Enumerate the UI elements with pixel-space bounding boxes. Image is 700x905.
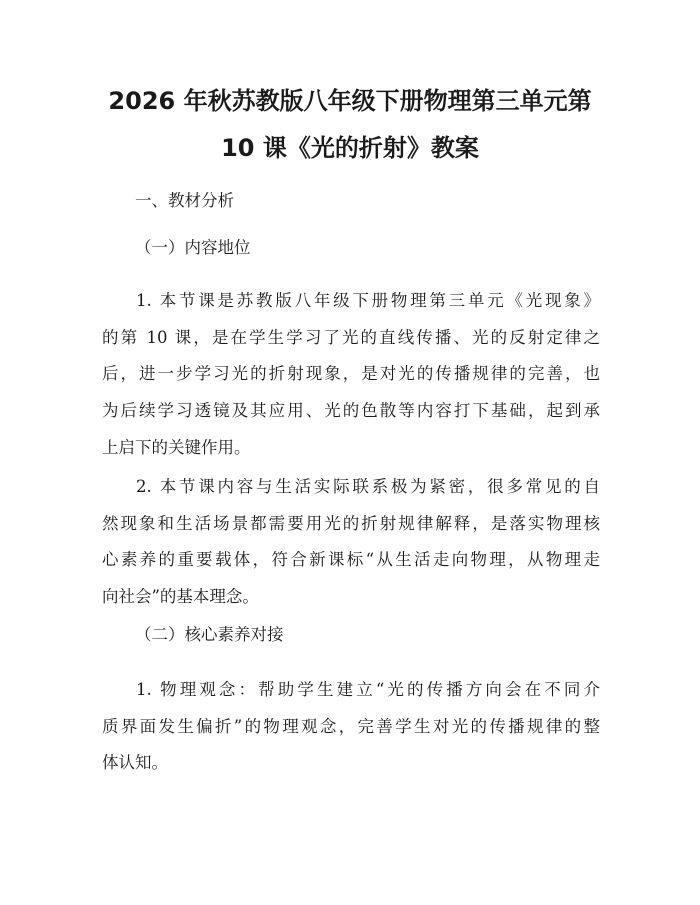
paragraph-line: 体认知。 [102,753,168,773]
paragraph-line: 的第 10 课，是在学生学习了光的直线传播、光的反射定律之 [102,327,600,347]
paragraph-content-position-1 [102,283,600,467]
paragraph-line: 上启下的关键作用。 [102,437,251,457]
section-heading-textbook-analysis: 一、教材分析 [135,191,234,210]
paragraph-line: 向社会”的基本理念。 [102,587,259,607]
paragraph-line: 后，进一步学习光的折射现象，是对光的传播规律的完善，也 [102,364,600,384]
paragraph-line: 2. 本节课内容与生活实际联系极为紧密，很多常见的自 [136,477,600,496]
paragraph-line: 心素养的重要载体，符合新课标“从生活走向物理，从物理走 [102,550,600,570]
paragraph-line: 为后续学习透镜及其应用、光的色散等内容打下基础，起到承 [102,401,600,421]
subsection-heading-content-position: （一）内容地位 [135,238,251,257]
paragraph-line: 1. 物理观念：帮助学生建立“光的传播方向会在不同介 [136,680,600,699]
paragraph-content-position-2 [102,469,600,616]
document-title-line-2: 10 课《光的折射》教案 [221,134,479,162]
document-title-line-1: 2026 年秋苏教版八年级下册物理第三单元第 [108,87,592,115]
paragraph-line: 1. 本节课是苏教版八年级下册物理第三单元《光现象》 [136,291,600,310]
subsection-heading-core-literacy: （二）核心素养对接 [135,625,284,644]
paragraph-line: 质界面发生偏折”的物理观念，完善学生对光的传播规律的整 [102,716,600,736]
paragraph-core-literacy-1 [102,672,600,782]
paragraph-line: 然现象和生活场景都需要用光的折射规律解释，是落实物理核 [102,513,600,533]
